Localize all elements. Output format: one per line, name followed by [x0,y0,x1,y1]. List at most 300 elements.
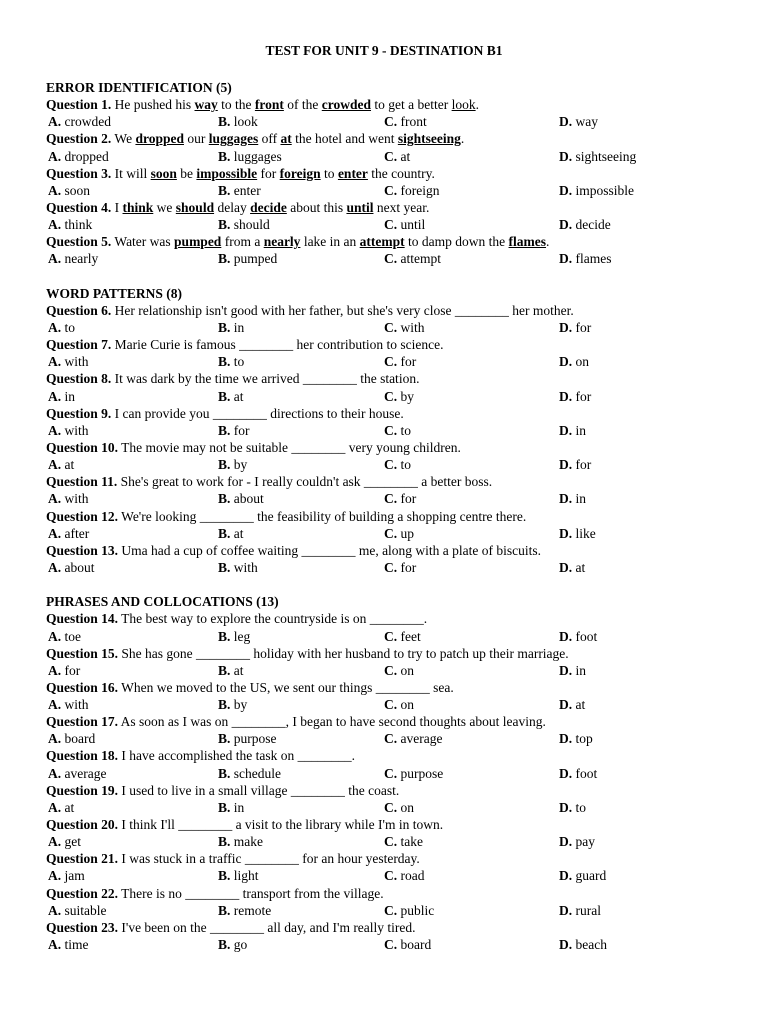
option-text: feet [400,628,421,644]
question-fragment: delay [214,199,251,215]
option-text: at [233,525,244,541]
option-b[interactable] [218,559,258,576]
option-b[interactable] [218,216,270,233]
option-letter: C. [384,937,398,953]
option-a[interactable] [48,182,90,199]
option-a[interactable] [48,319,75,336]
option-letter: C. [384,319,398,335]
option-letter: B. [218,628,231,644]
question-number: Question 16. [46,679,119,695]
option-a[interactable] [48,867,85,884]
option-a[interactable] [48,765,106,782]
option-letter: D. [559,902,573,918]
option-d[interactable] [559,628,597,645]
option-d[interactable] [559,148,636,165]
answer-options [46,216,726,233]
question-number: Question 13. [46,542,119,558]
option-letter: D. [559,799,573,815]
option-text: like [575,525,596,541]
question-fragment: I [114,199,123,215]
option-text: with [400,319,425,335]
option-text: take [400,834,423,850]
option-c[interactable] [384,216,425,233]
option-letter: D. [559,114,573,130]
option-text: at [64,457,75,473]
option-text: at [64,799,75,815]
option-b[interactable] [218,490,264,507]
option-b[interactable] [218,456,247,473]
option-letter: B. [218,697,231,713]
question-fragment: I used to live in a small village ________ the coast. [121,782,400,798]
question-number: Question 3. [46,165,112,181]
question-number: Question 4. [46,199,112,215]
option-letter: B. [218,765,231,781]
option-letter: A. [48,834,62,850]
option-text: on [400,662,414,678]
underlined-word: at [280,131,292,147]
option-d[interactable] [559,490,586,507]
option-text: purpose [233,731,277,747]
option-a[interactable] [48,799,74,816]
question-fragment: Marie Curie is famous ________ her contribution to science. [114,337,444,353]
question-number: Question 8. [46,371,112,387]
option-text: beach [575,937,607,953]
option-d[interactable] [559,388,591,405]
answer-options [46,388,726,405]
option-letter: D. [559,148,573,164]
option-c[interactable] [384,799,414,816]
option-a[interactable] [48,250,98,267]
option-text: soon [64,182,91,198]
option-b[interactable] [218,936,247,953]
option-d[interactable] [559,936,607,953]
option-a[interactable] [48,388,75,405]
option-c[interactable] [384,456,411,473]
option-d[interactable] [559,662,586,679]
section-spacer [46,576,726,593]
option-letter: B. [218,114,231,130]
option-letter: B. [218,491,231,507]
question-number: Question 20. [46,817,119,833]
question-fragment: She has gone ________ holiday with her husband to try to patch up their marriage. [121,645,569,661]
option-d[interactable] [559,113,598,130]
option-letter: C. [384,662,398,678]
option-text: in [575,422,587,438]
option-text: enter [233,182,261,198]
question-fragment: I've been on the ________ all day, and I'm really tired. [121,919,416,935]
option-text: jam [64,868,85,884]
underlined-word: front [254,97,284,113]
option-letter: D. [559,388,573,404]
option-text: after [64,525,90,541]
option-c[interactable] [384,833,423,850]
option-letter: D. [559,868,573,884]
option-c[interactable] [384,182,439,199]
option-text: by [400,388,414,404]
option-text: pumped [233,251,278,267]
option-c[interactable] [384,422,411,439]
option-a[interactable] [48,353,89,370]
option-letter: B. [218,662,231,678]
option-text: purpose [400,765,444,781]
option-text: toe [64,628,81,644]
option-text: at [575,697,586,713]
option-a[interactable] [48,559,95,576]
option-d[interactable] [559,456,591,473]
option-text: at [233,388,244,404]
question-text [46,542,726,559]
question-fragment: off [258,131,281,147]
question-text [46,302,726,319]
option-a[interactable] [48,216,92,233]
question-text [46,96,726,113]
option-c[interactable] [384,765,443,782]
option-letter: C. [384,217,398,233]
option-letter: C. [384,868,398,884]
option-letter: A. [48,731,62,747]
option-a[interactable] [48,148,109,165]
option-letter: A. [48,148,62,164]
question-text [46,130,726,147]
option-b[interactable] [218,182,261,199]
option-text: in [575,662,587,678]
option-c[interactable] [384,628,421,645]
option-letter: C. [384,559,398,575]
option-text: at [575,559,586,575]
question-fragment: of the [283,97,322,113]
option-text: to [575,799,587,815]
option-text: for [400,559,417,575]
question-fragment: . [546,234,550,250]
section-heading: PHRASES AND COLLOCATIONS (13) [46,594,279,610]
underlined-word: crowded [321,97,372,113]
option-a[interactable] [48,936,89,953]
option-c[interactable] [384,250,441,267]
option-c[interactable] [384,902,434,919]
option-b[interactable] [218,148,282,165]
option-a[interactable] [48,696,89,713]
option-text: at [400,148,411,164]
question-text [46,782,726,799]
option-d[interactable] [559,559,585,576]
option-letter: D. [559,834,573,850]
underlined-word: enter [337,165,368,181]
option-letter: C. [384,628,398,644]
option-letter: A. [48,457,62,473]
question-fragment: from a [221,234,264,250]
option-text: for [233,422,250,438]
option-letter: A. [48,799,62,815]
option-letter: C. [384,491,398,507]
option-letter: B. [218,354,231,370]
option-letter: D. [559,491,573,507]
option-b[interactable] [218,765,281,782]
answer-options [46,662,726,679]
option-a[interactable] [48,525,89,542]
underlined-word: attempt [359,234,405,250]
answer-options [46,148,726,165]
option-d[interactable] [559,833,595,850]
option-text: get [64,834,81,850]
answer-options [46,422,726,439]
option-d[interactable] [559,867,606,884]
question-fragment: She's great to work for - I really couldn't ask ________ a better boss. [120,474,493,490]
option-letter: A. [48,491,62,507]
option-letter: A. [48,937,62,953]
option-a[interactable] [48,490,89,507]
question-text [46,370,726,387]
option-letter: A. [48,628,62,644]
option-text: for [575,388,592,404]
question-number: Question 15. [46,645,119,661]
question-fragment: I think I'll ________ a visit to the library while I'm in town. [121,817,444,833]
underlined-word: flames [508,234,547,250]
question-number: Question 22. [46,885,119,901]
option-text: light [233,868,259,884]
question-fragment: . [460,131,465,147]
test-body [46,79,726,953]
option-text: board [64,731,96,747]
option-d[interactable] [559,353,589,370]
underlined-word: nearly [263,234,301,250]
option-c[interactable] [384,662,414,679]
option-letter: C. [384,251,398,267]
option-c[interactable] [384,867,425,884]
option-b[interactable] [218,867,259,884]
option-d[interactable] [559,799,586,816]
option-text: decide [575,217,611,233]
question-number: Question 17. [46,714,119,730]
option-letter: D. [559,422,573,438]
option-text: average [64,765,107,781]
question-fragment: our [183,131,209,147]
option-text: in [233,319,245,335]
question-fragment: we [153,199,176,215]
option-letter: D. [559,251,573,267]
underlined-word: look [451,97,476,113]
option-letter: B. [218,731,231,747]
question-fragment: for [257,165,280,181]
option-d[interactable] [559,525,596,542]
question-text [46,713,726,730]
question-number: Question 19. [46,782,119,798]
question-fragment: We [114,131,136,147]
option-letter: B. [218,525,231,541]
option-b[interactable] [218,353,244,370]
option-letter: A. [48,868,62,884]
option-c[interactable] [384,490,416,507]
question-fragment: to [320,165,338,181]
answer-options [46,628,726,645]
question-number: Question 6. [46,302,112,318]
option-d[interactable] [559,696,585,713]
question-fragment: The movie may not be suitable ________ very young children. [121,439,461,455]
option-text: way [575,114,598,130]
option-letter: D. [559,525,573,541]
question-number: Question 21. [46,851,119,867]
answer-options [46,833,726,850]
option-letter: A. [48,319,62,335]
option-text: crowded [64,114,111,130]
option-a[interactable] [48,902,107,919]
option-text: front [400,114,427,130]
option-d[interactable] [559,182,634,199]
option-b[interactable] [218,730,277,747]
question-fragment: to the [217,97,255,113]
answer-options [46,250,726,267]
question-number: Question 5. [46,234,112,250]
option-text: go [233,937,248,953]
option-b[interactable] [218,319,244,336]
option-text: until [400,217,426,233]
option-text: for [575,319,592,335]
option-d[interactable] [559,250,612,267]
question-text [46,816,726,833]
option-text: dropped [64,148,109,164]
question-fragment: As soon as I was on ________, I began to have second thoughts about leaving. [120,714,546,730]
option-letter: B. [218,319,231,335]
question-fragment: When we moved to the US, we sent our things ________ sea. [121,679,454,695]
option-text: think [64,217,93,233]
option-a[interactable] [48,730,95,747]
underlined-word: impossible [196,165,258,181]
option-letter: A. [48,182,62,198]
option-letter: C. [384,422,398,438]
option-d[interactable] [559,730,593,747]
option-letter: B. [218,217,231,233]
option-b[interactable] [218,662,244,679]
option-letter: D. [559,182,573,198]
option-text: to [400,457,412,473]
option-b[interactable] [218,833,263,850]
question-number: Question 14. [46,611,119,627]
section-heading: WORD PATTERNS (8) [46,285,183,301]
option-d[interactable] [559,902,601,919]
option-c[interactable] [384,148,410,165]
question-fragment: The best way to explore the countryside is on ________. [121,611,428,627]
option-c[interactable] [384,696,414,713]
question-fragment: be [176,165,197,181]
option-letter: A. [48,902,62,918]
option-text: remote [233,902,272,918]
option-letter: C. [384,799,398,815]
option-c[interactable] [384,319,425,336]
option-b[interactable] [218,525,244,542]
option-letter: A. [48,525,62,541]
answer-options [46,730,726,747]
option-letter: D. [559,662,573,678]
option-a[interactable] [48,628,81,645]
option-c[interactable] [384,730,442,747]
question-fragment: next year. [373,199,430,215]
question-fragment: Her relationship isn't good with her father, but she's very close ________ her mother. [114,302,574,318]
option-a[interactable] [48,662,80,679]
section-spacer [46,268,726,285]
underlined-word: dropped [135,131,184,147]
option-b[interactable] [218,696,247,713]
option-letter: D. [559,559,573,575]
option-letter: B. [218,559,231,575]
option-text: luggages [233,148,282,164]
option-text: to [64,319,76,335]
question-number: Question 23. [46,919,119,935]
question-text [46,165,726,182]
option-c[interactable] [384,936,431,953]
option-a[interactable] [48,422,89,439]
option-letter: D. [559,217,573,233]
option-c[interactable] [384,388,414,405]
option-text: to [400,422,412,438]
option-letter: B. [218,422,231,438]
option-b[interactable] [218,799,244,816]
answer-options [46,353,726,370]
question-text [46,439,726,456]
option-letter: B. [218,251,231,267]
option-text: foot [575,628,598,644]
option-b[interactable] [218,628,250,645]
option-letter: A. [48,422,62,438]
option-letter: C. [384,148,398,164]
option-c[interactable] [384,525,414,542]
option-b[interactable] [218,250,277,267]
option-text: sightseeing [575,148,637,164]
option-text: with [64,354,89,370]
option-text: with [64,491,89,507]
answer-options [46,525,726,542]
question-fragment: We're looking ________ the feasibility of building a shopping centre there. [121,508,527,524]
answer-options [46,696,726,713]
question-text [46,508,726,525]
option-c[interactable] [384,353,416,370]
section-heading: ERROR IDENTIFICATION (5) [46,80,232,95]
option-text: nearly [64,251,99,267]
option-text: top [575,731,593,747]
option-c[interactable] [384,559,416,576]
option-text: leg [233,628,251,644]
option-a[interactable] [48,833,81,850]
answer-options [46,867,726,884]
option-b[interactable] [218,388,244,405]
option-d[interactable] [559,422,586,439]
option-d[interactable] [559,765,597,782]
question-text [46,405,726,422]
question-fragment: It will [114,165,151,181]
option-b[interactable] [218,422,250,439]
question-fragment: about this [286,199,347,215]
option-text: foot [575,765,598,781]
option-text: schedule [233,765,281,781]
option-letter: B. [218,457,231,473]
option-d[interactable] [559,216,611,233]
option-b[interactable] [218,113,258,130]
option-b[interactable] [218,902,271,919]
question-fragment: to damp down the [404,234,509,250]
option-a[interactable] [48,113,111,130]
option-text: average [400,731,443,747]
option-d[interactable] [559,319,591,336]
question-fragment: the hotel and went [291,131,398,147]
question-number: Question 1. [46,97,112,113]
option-letter: D. [559,697,573,713]
option-letter: A. [48,354,62,370]
option-a[interactable] [48,456,74,473]
option-text: road [400,868,425,884]
question-fragment: It was dark by the time we arrived ________ the station. [114,371,420,387]
option-c[interactable] [384,113,427,130]
answer-options [46,113,726,130]
question-fragment: There is no ________ transport from the village. [121,885,384,901]
option-letter: D. [559,731,573,747]
